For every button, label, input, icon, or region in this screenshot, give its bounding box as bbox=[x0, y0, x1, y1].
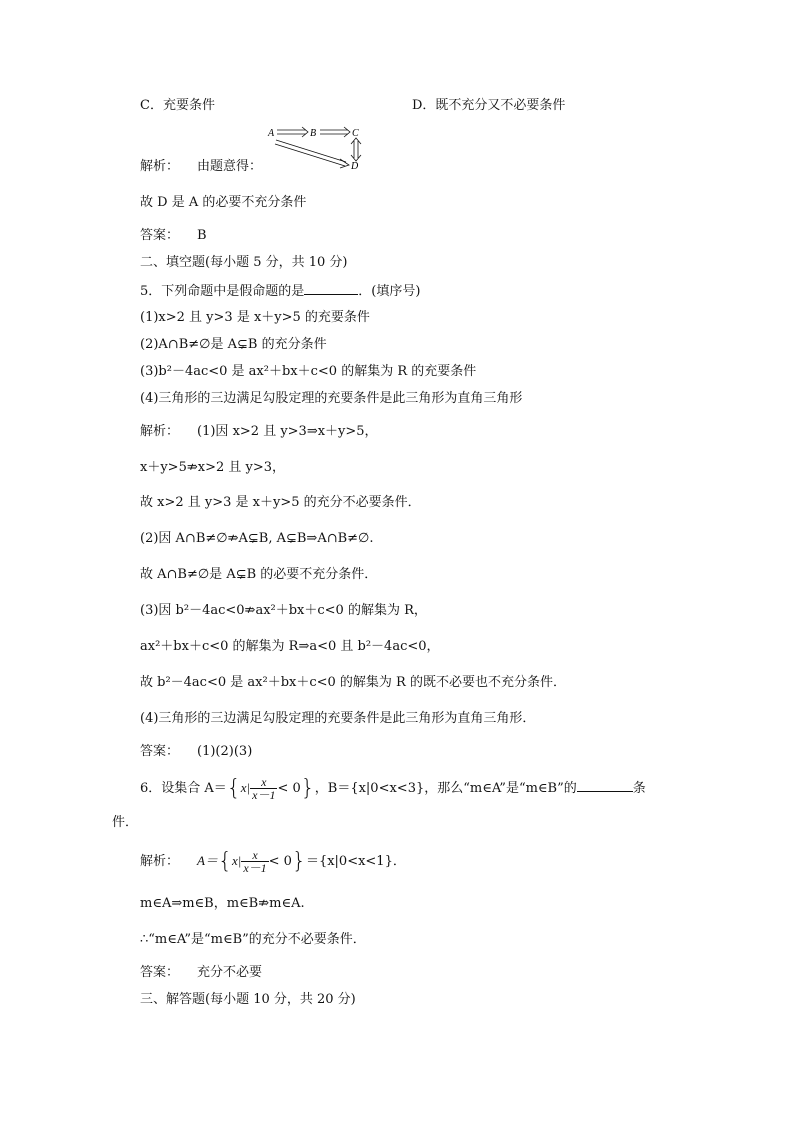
set-close-brace: } bbox=[291, 848, 306, 874]
q4-conclusion: 故 D 是 A 的必要不充分条件 bbox=[140, 195, 307, 210]
set-condition: < 0 bbox=[277, 781, 301, 796]
analysis-result: ＝{x|0<x<1}． bbox=[305, 854, 406, 869]
q5-analysis-4: (2)因 A∩B≠∅⇏A⊊B, A⊊B⇒A∩B≠∅. bbox=[140, 531, 374, 546]
implication-diagram bbox=[262, 122, 372, 174]
set-close-brace: } bbox=[300, 775, 315, 801]
q5-stem-pre: 5．下列命题中是假命题的是 bbox=[140, 284, 305, 299]
answer-blank bbox=[304, 281, 358, 295]
set-fraction bbox=[241, 849, 268, 874]
q6-analysis-2: m∈A⇒m∈B，m∈B⇏m∈A. bbox=[140, 896, 305, 911]
double-arrow-b-c bbox=[320, 127, 350, 137]
q6-stem-continued: 件． bbox=[112, 815, 139, 830]
analysis-text: 由题意得： bbox=[197, 159, 263, 174]
q5-proposition-2: (2)A∩B≠∅是 A⊊B 的充分条件 bbox=[140, 337, 327, 352]
q6-analysis-3: ∴“m∈A”是“m∈B”的充分不必要条件． bbox=[140, 932, 366, 947]
q5-stem-post: ．(填序号) bbox=[358, 284, 421, 299]
q6-stem-mid: ，B＝{x|0<x<3}，那么“m∈A”是“m∈B”的 bbox=[314, 781, 577, 796]
q4-analysis bbox=[140, 158, 262, 176]
q5-analysis-5: 故 A∩B≠∅是 A⊊B 的必要不充分条件． bbox=[140, 567, 378, 582]
option-c: C．充要条件 bbox=[140, 98, 215, 113]
q5-analysis-7: ax²＋bx＋c<0 的解集为 R⇒a<0 且 b²－4ac<0， bbox=[140, 639, 440, 654]
q5-stem bbox=[140, 281, 420, 301]
section-title: 二、填空题(每小题 5 分，共 10 分) bbox=[140, 255, 348, 270]
answer-value: 充分不必要 bbox=[197, 965, 263, 980]
answer-label: 答案： bbox=[140, 228, 180, 243]
answer-value: (1)(2)(3) bbox=[197, 744, 253, 759]
analysis-label: 解析： bbox=[140, 424, 180, 439]
answer-value: B bbox=[197, 228, 207, 243]
fraction-numerator: x bbox=[250, 776, 277, 789]
set-condition: < 0 bbox=[268, 854, 292, 869]
diagram-node-c: C bbox=[352, 128, 359, 139]
section-title: 三、解答题(每小题 10 分，共 20 分) bbox=[140, 992, 356, 1007]
set-builder-var: x| bbox=[231, 853, 242, 868]
set-name: A＝ bbox=[197, 853, 218, 868]
q6-stem-pre: 6．设集合 A＝ bbox=[140, 781, 227, 796]
double-arrow-a-b bbox=[277, 127, 308, 137]
option-d: D．既不充分又不必要条件 bbox=[412, 98, 566, 113]
q5-analysis-1 bbox=[140, 423, 378, 441]
fraction-numerator: x bbox=[241, 849, 268, 862]
answer-blank bbox=[577, 778, 633, 792]
q5-analysis-8: 故 b²－4ac<0 是 ax²＋bx＋c<0 的解集为 R 的既不必要也不充分条件． bbox=[140, 675, 566, 690]
set-open-brace: { bbox=[226, 775, 241, 801]
diagram-node-a: A bbox=[268, 128, 275, 139]
analysis-label: 解析： bbox=[140, 159, 180, 174]
q5-proposition-3: (3)b²－4ac<0 是 ax²＋bx＋c<0 的解集为 R 的充要条件 bbox=[140, 364, 477, 379]
q5-analysis-9: (4)三角形的三边满足勾股定理的充要条件是此三角形为直角三角形． bbox=[140, 711, 536, 726]
q5-analysis-2: x＋y>5⇏x>2 且 y>3， bbox=[140, 460, 285, 475]
q5-proposition-1: (1)x>2 且 y>3 是 x＋y>5 的充要条件 bbox=[140, 310, 370, 325]
double-arrow-c-d bbox=[351, 138, 361, 161]
q5-analysis-3: 故 x>2 且 y>3 是 x＋y>5 的充分不必要条件． bbox=[140, 495, 421, 510]
q5-answer bbox=[140, 743, 252, 761]
analysis-label: 解析： bbox=[140, 854, 180, 869]
q6-answer bbox=[140, 964, 262, 982]
set-fraction bbox=[250, 776, 277, 801]
double-arrow-a-d bbox=[275, 140, 349, 168]
diagram-node-b: B bbox=[310, 128, 317, 139]
fraction-denominator: x－1 bbox=[243, 861, 267, 875]
analysis-text: (1)因 x>2 且 y>3⇒x＋y>5， bbox=[197, 424, 378, 439]
set-open-brace: { bbox=[217, 848, 232, 874]
q6-analysis-1 bbox=[140, 849, 406, 874]
answer-label: 答案： bbox=[140, 965, 180, 980]
answer-label: 答案： bbox=[140, 744, 180, 759]
q4-answer bbox=[140, 227, 207, 245]
set-builder-var: x| bbox=[240, 780, 251, 795]
q6-stem-end: 条 bbox=[632, 781, 646, 796]
diagram-node-d: D bbox=[351, 161, 359, 172]
fraction-denominator: x－1 bbox=[252, 788, 276, 802]
q5-proposition-4: (4)三角形的三边满足勾股定理的充要条件是此三角形为直角三角形 bbox=[140, 391, 523, 406]
q6-stem bbox=[140, 776, 646, 801]
q5-analysis-6: (3)因 b²－4ac<0⇏ax²＋bx＋c<0 的解集为 R， bbox=[140, 603, 427, 618]
